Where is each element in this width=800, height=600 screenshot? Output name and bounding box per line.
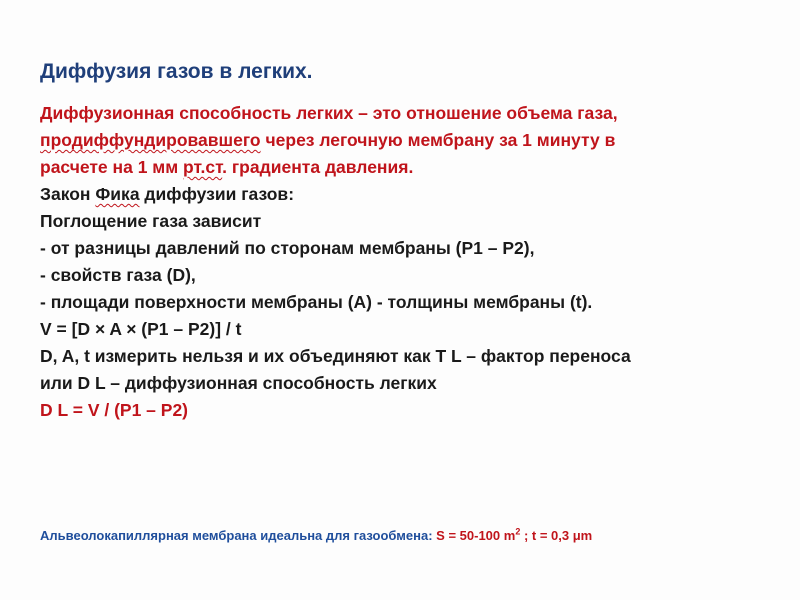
body-line: или D L – диффузионная способность легких	[40, 373, 437, 393]
body-line: Поглощение газа зависит	[40, 211, 262, 231]
membrane-footnote	[40, 528, 592, 543]
footnote-text: Альвеолокапиллярная мембрана идеальна для газообмена:	[40, 528, 437, 543]
definition-line-3	[40, 154, 780, 181]
fick-law-b: диффузии газов:	[139, 184, 295, 204]
spellcheck-fick: Фика	[95, 184, 140, 204]
body-line: - от разницы давлений по сторонам мембраны (P1 – P2),	[40, 238, 535, 258]
definition-line-2-rest: через легочную мембрану за 1 минуту в	[260, 130, 616, 150]
footnote-value-s: S = 50-100 m	[436, 528, 516, 543]
definition-line-3-a: расчете на 1 мм	[40, 157, 184, 177]
body-line: - свойств газа (D),	[40, 265, 196, 285]
body-line: D, A, t измерить нельзя и их объединяют как T L – фактор переноса	[40, 346, 631, 366]
definition-line-2	[40, 127, 780, 154]
slide-title: Диффузия газов в легких.	[40, 60, 313, 83]
definition-line-3-b: . градиента давления.	[222, 157, 414, 177]
slide-body	[40, 100, 780, 424]
fick-law-a: Закон	[40, 184, 96, 204]
body-line: V = [D × A × (P1 – P2)] / t	[40, 319, 242, 339]
spellcheck-abbr: рт.ст	[183, 157, 223, 177]
fick-law-heading	[40, 181, 780, 208]
footnote-superscript: 2	[515, 526, 521, 537]
spellcheck-word: продиффундировавшего	[40, 130, 261, 150]
body-line: - площади поверхности мембраны (A) - толщины мембраны (t).	[40, 292, 593, 312]
footnote-value-t: ; t = 0,3 μm	[520, 528, 593, 543]
definition-line-1: Диффузионная способность легких – это отношение объема газа,	[40, 103, 618, 123]
diffusion-formula: D L = V / (P1 – P2)	[40, 400, 188, 420]
